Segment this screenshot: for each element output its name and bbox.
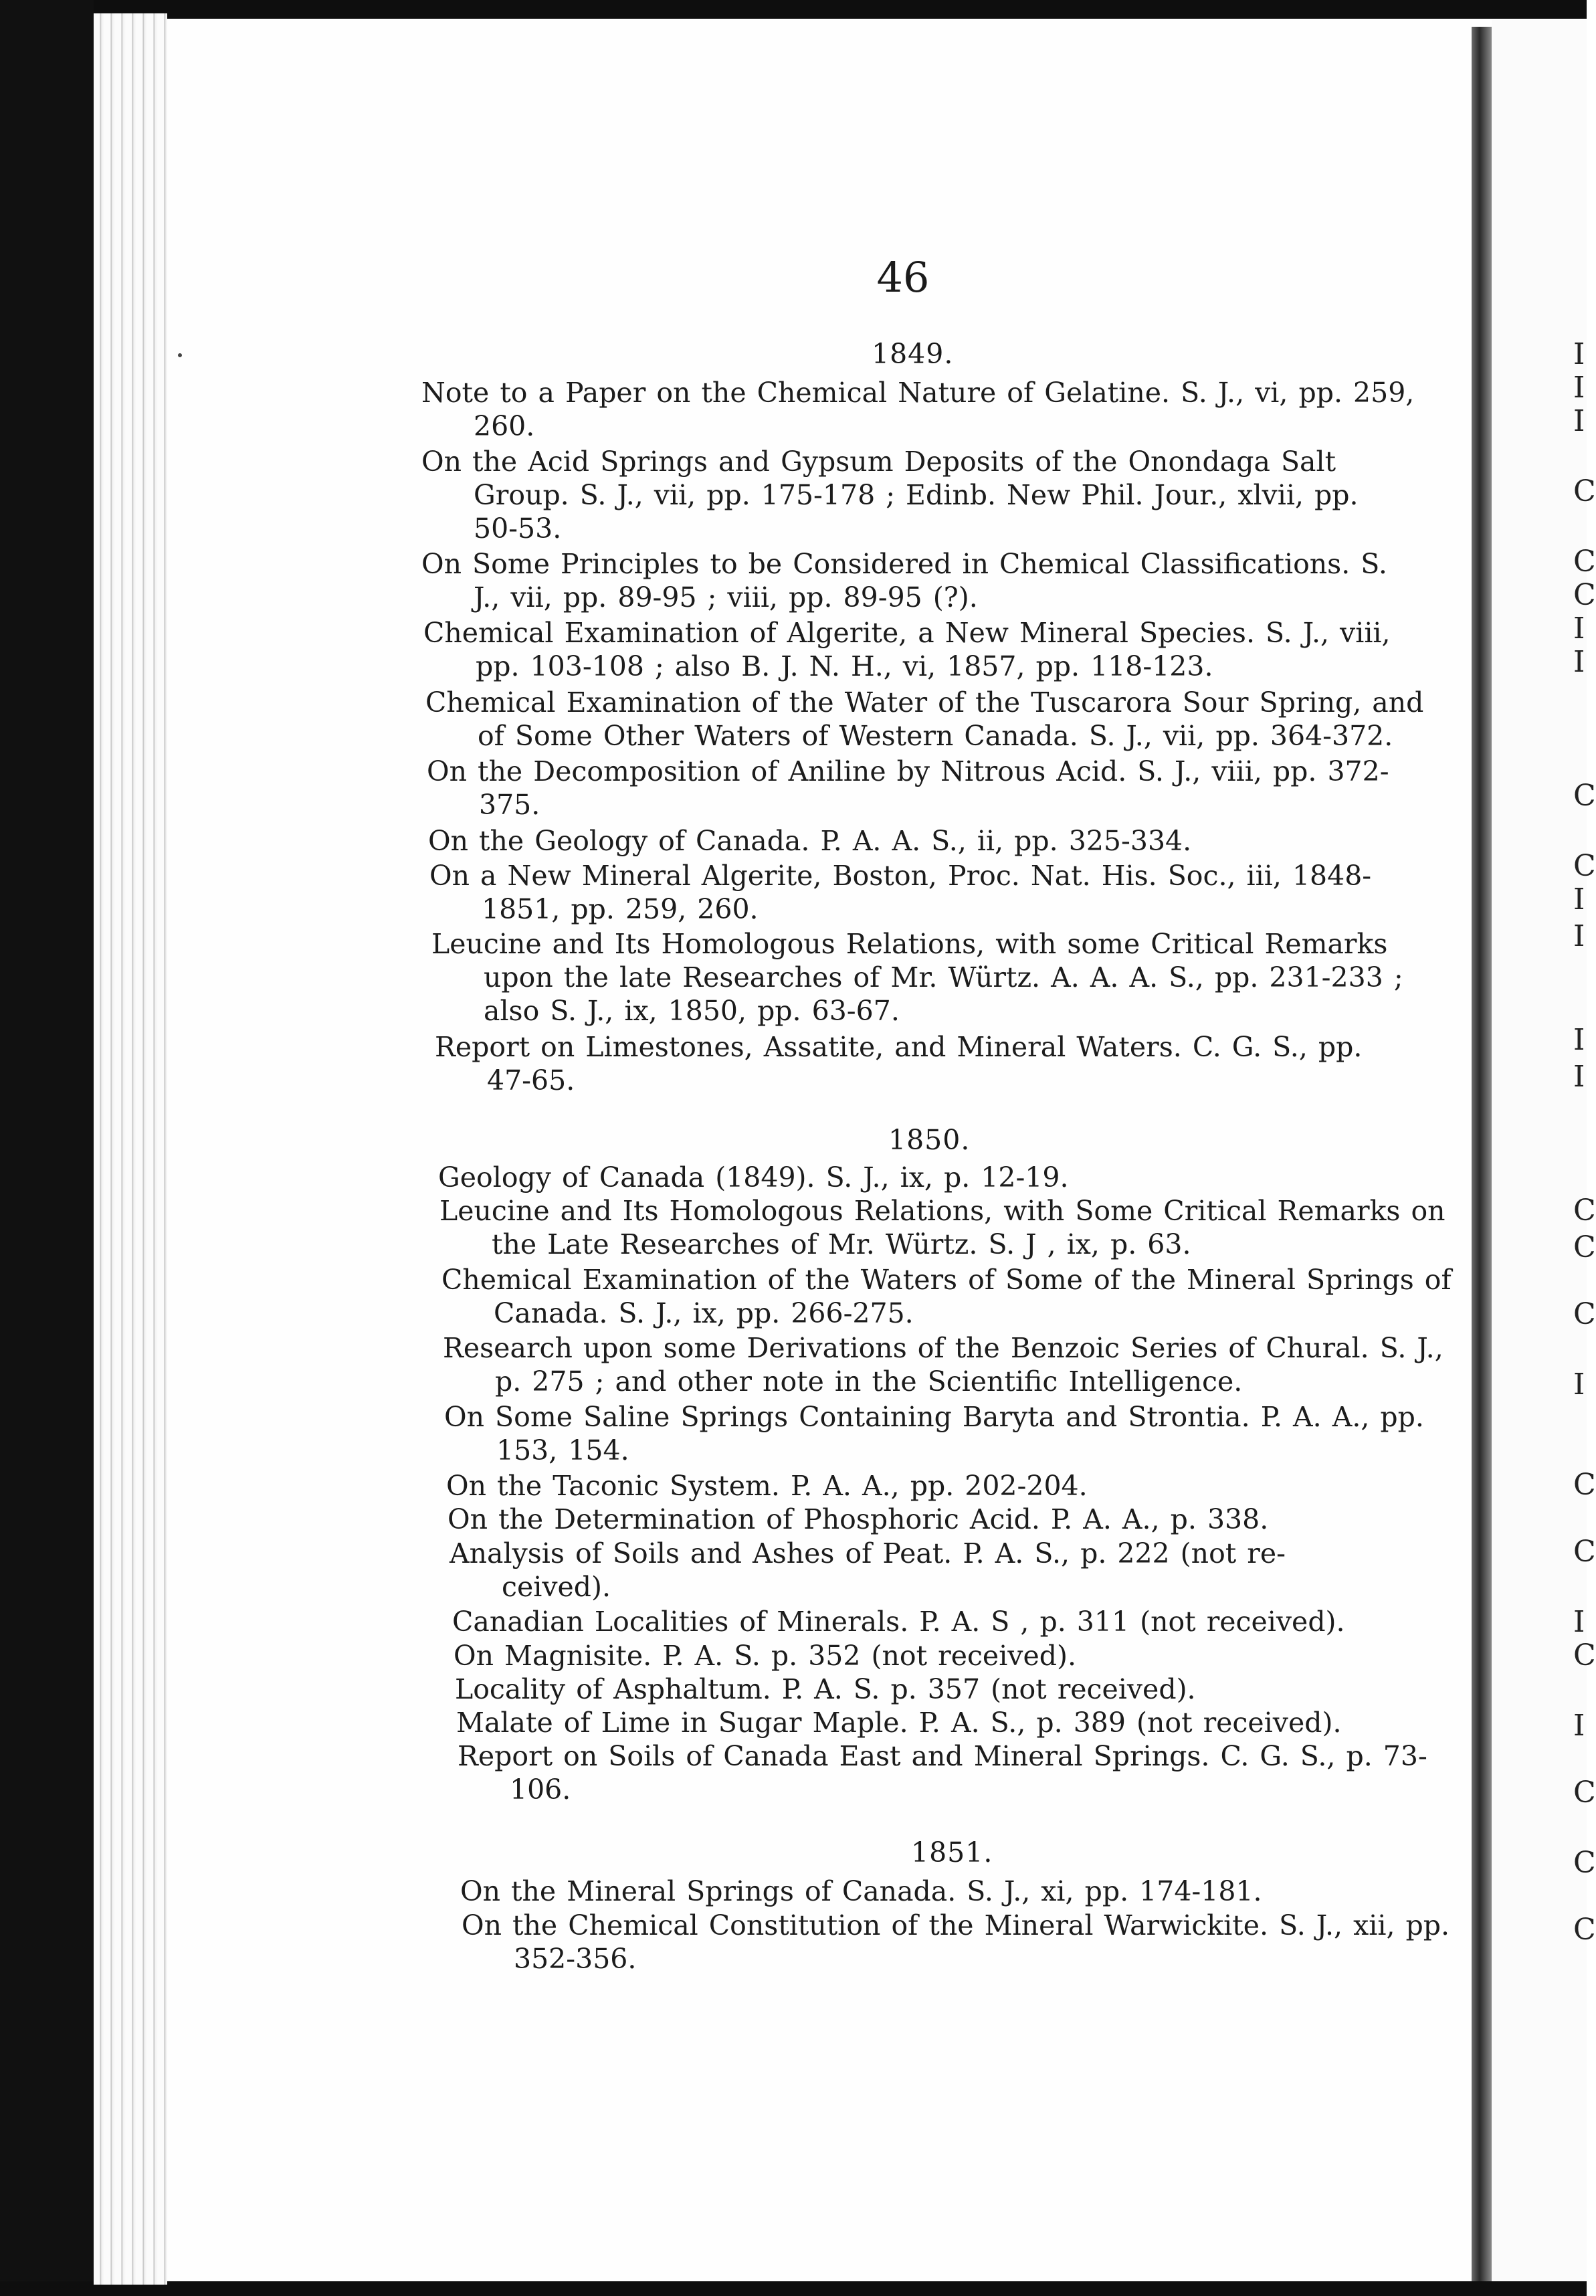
adjacent-page-glyph: I [1573, 371, 1585, 405]
adjacent-page-glyph: I [1573, 1605, 1585, 1639]
adjacent-page-glyph: I [1573, 919, 1585, 953]
bibliography-entry: Note to a Paper on the Chemical Nature of Gelatine. S. J., vi, pp. 259, 260. [421, 377, 1415, 442]
adjacent-page-glyph: C [1573, 849, 1596, 883]
book-gutter [1472, 27, 1492, 2281]
adjacent-page-glyph: C [1573, 1846, 1596, 1880]
adjacent-page-glyph: I [1573, 1023, 1585, 1057]
bibliography-entry: Leucine and Its Homologous Relations, with Some Critical Remarks on the Late Researches of Mr. Würtz. S. J , ix, p. 63. [439, 1195, 1445, 1260]
bibliography-entry: On the Geology of Canada. P. A. A. S., ii, pp. 325-334. [428, 825, 1192, 857]
bibliography-entry: On Magnisite. P. A. S. p. 352 (not received). [454, 1640, 1077, 1672]
bibliography-entry: On the Decomposition of Aniline by Nitrous Acid. S. J., viii, pp. 372- 375. [427, 755, 1389, 821]
bibliography-entry: Research upon some Derivations of the Benzoic Series of Chural. S. J., p. 275 ; and other note in the Scientific Intelligence. [443, 1332, 1443, 1398]
bibliography-entry: On the Taconic System. P. A. A., pp. 202-204. [446, 1470, 1088, 1502]
adjacent-page-glyph: C [1573, 578, 1596, 612]
adjacent-page-glyph: I [1573, 611, 1585, 646]
bibliography-entry: Canadian Localities of Minerals. P. A. S , p. 311 (not received). [452, 1606, 1345, 1638]
adjacent-page-glyph: C [1573, 1468, 1596, 1502]
bibliography-entry: On a New Mineral Algerite, Boston, Proc. Nat. His. Soc., iii, 1848- 1851, pp. 259, 260. [429, 860, 1372, 925]
adjacent-page-glyph: C [1573, 1776, 1596, 1810]
bibliography-entry: Geology of Canada (1849). S. J., ix, p. 12-19. [438, 1161, 1069, 1193]
bibliography-entry: On the Chemical Constitution of the Mineral Warwickite. S. J., xii, pp. 352-356. [462, 1909, 1450, 1975]
scan-border-bottom [0, 2281, 1587, 2296]
bibliography-entry: Locality of Asphaltum. P. A. S. p. 357 (not received). [455, 1673, 1196, 1705]
adjacent-page-glyph: C [1573, 779, 1596, 813]
stray-mark [178, 353, 182, 357]
bibliography-entry: Chemical Examination of Algerite, a New Mineral Species. S. J., viii, pp. 103-108 ; also B. J. N. H., vi, 1857, pp. 118-123. [423, 617, 1391, 682]
page-number: 46 [876, 253, 930, 302]
bibliography-entry: On Some Principles to be Considered in Chemical Classifications. S. J., vii, pp. 89-95 ; viii, pp. 89-95 (?). [421, 548, 1387, 613]
year-heading: 1849. [872, 338, 954, 370]
scan-border-top [0, 0, 1587, 19]
bibliography-entry: Malate of Lime in Sugar Maple. P. A. S., p. 389 (not received). [456, 1707, 1342, 1739]
adjacent-page-glyph: C [1573, 1913, 1596, 1947]
adjacent-page-glyph: I [1573, 645, 1585, 679]
book-page-edges [94, 13, 167, 2285]
adjacent-page-glyph: C [1573, 1535, 1596, 1569]
bibliography-entry: Report on Limestones, Assatite, and Mineral Waters. C. G. S., pp. 47-65. [435, 1031, 1363, 1096]
adjacent-page [1492, 20, 1596, 2281]
bibliography-entry: Analysis of Soils and Ashes of Peat. P. A. S., p. 222 (not re- ceived). [450, 1537, 1286, 1603]
scan-border-left [0, 0, 94, 2296]
bibliography-entry: Chemical Examination of the Water of the Tuscarora Sour Spring, and of Some Other Waters of Western Canada. S. J., vii, pp. 364-372. [425, 686, 1424, 752]
adjacent-page-glyph: I [1573, 1060, 1585, 1094]
adjacent-page-glyph: C [1573, 1193, 1596, 1228]
bibliography-entry: On the Acid Springs and Gypsum Deposits of the Onondaga Salt Group. S. J., vii, pp. 175-178 ; Edinb. New Phil. Jour., xlvii, pp. 50-53. [421, 446, 1359, 545]
bibliography-entry: On the Determination of Phosphoric Acid. P. A. A., p. 338. [447, 1503, 1269, 1535]
adjacent-page-glyph: I [1573, 882, 1585, 917]
adjacent-page-glyph: I [1573, 1367, 1585, 1402]
year-heading: 1850. [888, 1124, 971, 1156]
bibliography-entry: Chemical Examination of the Waters of Some of the Mineral Springs of Canada. S. J., ix, pp. 266-275. [441, 1264, 1452, 1329]
adjacent-page-glyph: C [1573, 1638, 1596, 1672]
adjacent-page-glyph: C [1573, 474, 1596, 508]
bibliography-entry: Leucine and Its Homologous Relations, with some Critical Remarks upon the late Researches of Mr. Würtz. A. A. A. S., pp. 231-233 ; also S. J., ix, 1850, pp. 63-67. [431, 928, 1403, 1027]
bibliography-entry: On the Mineral Springs of Canada. S. J., xi, pp. 174-181. [460, 1875, 1262, 1907]
bibliography-entry: Report on Soils of Canada East and Mineral Springs. C. G. S., p. 73- 106. [458, 1740, 1427, 1806]
adjacent-page-glyph: I [1573, 404, 1585, 438]
adjacent-page-glyph: C [1573, 1230, 1596, 1264]
adjacent-page-glyph: I [1573, 1709, 1585, 1743]
bibliography-entry: On Some Saline Springs Containing Baryta and Strontia. P. A. A., pp. 153, 154. [444, 1401, 1424, 1466]
adjacent-page-glyph: C [1573, 545, 1596, 579]
adjacent-page-glyph: I [1573, 337, 1585, 371]
adjacent-page-glyph: C [1573, 1297, 1596, 1331]
year-heading: 1851. [911, 1836, 993, 1869]
